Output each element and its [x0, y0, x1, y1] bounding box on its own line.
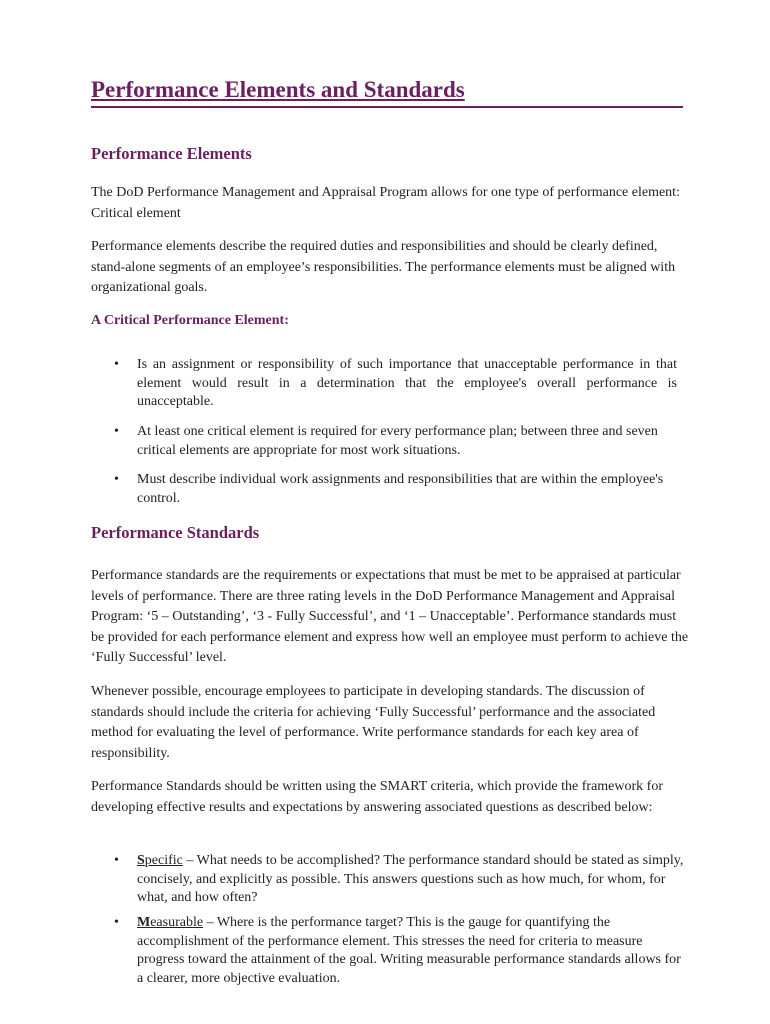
paragraph-smart-intro: Performance Standards should be written using the SMART criteria, which provide the framework for developing effective results and expectations by answering associated questions as described below: [91, 779, 663, 815]
section-heading-performance-standards: Performance Standards [91, 523, 260, 542]
paragraph-elements-description: Performance elements describe the required duties and responsibilities and should be clearly defined, stand-alone segments of an employee’s responsibilities. The performance elements must be aligned with organizational goals. [91, 239, 676, 295]
bullet-icon: • [114, 357, 119, 372]
smart-term-specific: Specific [137, 853, 183, 868]
bullet-icon: • [114, 472, 119, 487]
paragraph-program-elements: The DoD Performance Management and Appraisal Program allows for one type of performance element: Critical element [91, 185, 680, 221]
paragraph-standards-participation: Whenever possible, encourage employees to participate in developing standards. The discussion of standards should include the criteria for achieving ‘Fully Successful’ performance and the associated method for evaluating the level of performance. Write performance standards for each key area of responsibility. [91, 684, 656, 761]
smart-term-measurable: Measurable [137, 915, 204, 930]
subheading-critical-element: A Critical Performance Element: [91, 313, 289, 328]
section-heading-performance-elements: Performance Elements [91, 144, 252, 163]
bullet-icon: • [114, 424, 119, 439]
paragraph-standards-definition: Performance standards are the requirements or expectations that must be met to be appraised at particular levels of performance. There are three rating levels in the DoD Performance Management and Appraisal Program: ‘5 – Outstanding’, ‘3 - Fully Successful’, and ‘1 – Unacceptable’. Performance standards must be provided for each performance element and express how well an employee must perform to achieve the ‘Fully Successful’ level. [91, 568, 689, 665]
bullet-icon: • [114, 853, 119, 868]
page-title: Performance Elements and Standards [91, 76, 683, 108]
bullet-icon: • [114, 915, 119, 930]
document-page: Performance Elements and Standards Performance Elements The DoD Performance Management and Appraisal Program allows for one type of performance element: Critical element Performance elements describe the required duties and responsibilities and should be clearly defined, stand-alone segments of an employee’s responsibilities. The performance elements must be aligned with organizational goals. A Critical Performance Element: • Is an assignment or responsibility of such importance that unacceptable performance in that element would result in a determination that the employee's overall performance is unacceptable. • At least one critical element is required for every performance plan; between three and seven critical elements are appropriate for most work situations. • Must describe individual work assignments and responsibilities that are within the employee's control. Performance Standards Performance standards are the requirements or expectations that must be met to be appraised at particular levels of performance. There are three rating levels in the DoD Performance Management and Appraisal Program: ‘5 – Outstanding’, ‘3 - Fully Successful’, and ‘1 – Unacceptable’. Performance standards must be provided for each performance element and express how well an employee must perform to achieve the ‘Fully Successful’ level. Whenever possible, encourage employees to participate in developing standards. The discussion of standards should include the criteria for achieving ‘Fully Successful’ performance and the associated method for evaluating the level of performance. Write performance standards for each key area of responsibility. Performance Standards should be written using the SMART criteria, which provide the framework for developing effective results and expectations by answering associated questions as described below: • Specific – What needs to be accomplished? The performance standard should be stated as simply, concisely, and explicitly as possible. This answers questions such as how much, for whom, for what, and how often? • Measurable – Where is the performance target? This is the gauge for quantifying the accomplishment of the performance element. This stresses the need for criteria to measure progress toward the attainment of the goal. Writing measurable performance standards allows for a clearer, more objective evaluation. [0, 0, 770, 1024]
